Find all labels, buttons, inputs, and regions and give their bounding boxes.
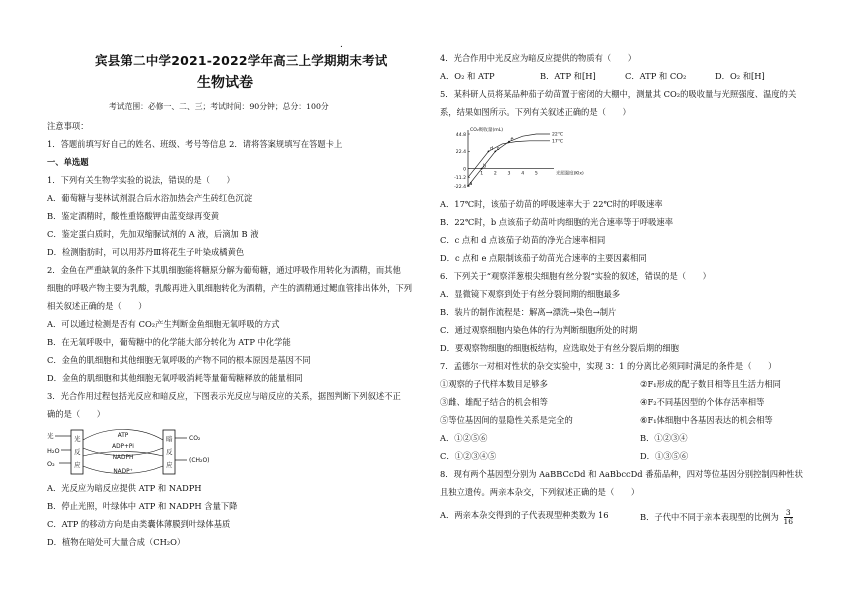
chart-y-tick-label: -22.4 bbox=[454, 184, 466, 190]
q3-option-b: B．停止光照，叶绿体中 ATP 和 NADPH 含量下降 bbox=[47, 501, 238, 511]
light-box-char-1: 光 bbox=[74, 435, 81, 443]
q8-fraction-denominator: 16 bbox=[783, 517, 794, 526]
chart-y-tick-label: 0 bbox=[463, 167, 466, 173]
chart-y-tick-label: 22.4 bbox=[455, 150, 466, 156]
q2-option-b: B．在无氧呼吸中，葡萄糖中的化学能大部分转化为 ATP 中化学能 bbox=[47, 337, 291, 347]
q7-option-d: D．①③⑤⑥ bbox=[640, 451, 689, 461]
chart-point-label: c bbox=[496, 147, 500, 153]
q4-stem: 4．光合作用中光反应为暗反应提供的物质有（ ） bbox=[440, 53, 637, 63]
q8-fraction-numerator: 3 bbox=[784, 509, 794, 518]
q1-option-b: B．鉴定酒精时，酸性重铬酸钾由蓝变绿再变黄 bbox=[47, 211, 220, 221]
q5-option-b: B．22℃时，b 点该茄子幼苗叶肉细胞的光合速率等于呼吸速率 bbox=[440, 217, 674, 227]
chart-x-tick-label: 5 bbox=[534, 171, 538, 177]
q1-stem: 1．下列有关生物学实验的说法，错误的是（ ） bbox=[47, 175, 235, 185]
chart-point-label: e bbox=[510, 137, 514, 143]
q3-stem-1: 3．光合作用过程包括光反应和暗反应，下图表示光反应与暗反应的关系，据图判断下列叙述不正 bbox=[47, 391, 401, 401]
q3-option-c: C．ATP 的移动方向是由类囊体薄膜到叶绿体基质 bbox=[47, 519, 231, 529]
q2-option-a: A．可以通过检测是否有 CO₂产生判断金鱼细胞无氧呼吸的方式 bbox=[47, 319, 280, 329]
q6-stem: 6．下列关于“观察洋葱根尖细胞有丝分裂”实验的叙述，错误的是（ ） bbox=[440, 271, 711, 281]
diagram-atp-label: ATP bbox=[117, 433, 129, 439]
chart-series-label: 22℃ bbox=[552, 132, 564, 138]
q2-stem-1: 2．金鱼在严重缺氧的条件下其肌细胞能将糖原分解为葡萄糖，通过呼吸作用转化为酒精，而其他 bbox=[47, 265, 401, 275]
header-dot: . bbox=[340, 40, 343, 50]
exam-subtitle: 生物试卷 bbox=[197, 75, 253, 91]
dark-box-char-3: 应 bbox=[166, 461, 173, 469]
diagram-light-label: 光 bbox=[47, 432, 54, 440]
chart-x-tick-label: 1 bbox=[480, 171, 484, 177]
chart-series-label: 17℃ bbox=[552, 139, 564, 145]
light-box-char-3: 应 bbox=[74, 461, 81, 469]
diagram-h2o-label: H₂O bbox=[47, 447, 60, 455]
notes-heading: 注意事项： bbox=[47, 121, 89, 131]
q5-stem-1: 5．某科研人员将某品种茄子幼苗置于密闭的大棚中，测量其 CO₂的吸收量与光照强度、温度的关 bbox=[440, 89, 797, 99]
light-box-char-2: 反 bbox=[74, 448, 81, 456]
q7-option-b: B．①②③④ bbox=[640, 433, 688, 443]
chart-point-label: b bbox=[483, 164, 487, 170]
q8-option-b-text: B．子代中不同于亲本表现型的比例为 bbox=[640, 512, 779, 522]
q6-option-a: A．显微镜下观察到处于有丝分裂间期的细胞最多 bbox=[440, 289, 621, 299]
chart-point-label: d bbox=[490, 147, 494, 153]
q8-option-a: A．两亲本杂交得到的子代表现型种类数为 16 bbox=[440, 510, 609, 520]
q2-option-d: D．金鱼的肌细胞和其他细胞无氧呼吸消耗等量葡萄糖释放的能量相同 bbox=[47, 373, 303, 383]
q3-option-d: D．植物在暗处可大量合成（CH₂O） bbox=[47, 537, 186, 547]
q3-stem-2: 确的是（ ） bbox=[47, 409, 106, 419]
q8-stem-1: 8．现有两个基因型分别为 AaBBCcDd 和 AaBbccDd 番茄品种，四对等位基因分别控制四种性状 bbox=[440, 469, 803, 479]
q7-condition-5: ⑤等位基因间的显隐性关系是完全的 bbox=[440, 415, 573, 425]
chart-y-tick-label: 44.8 bbox=[455, 132, 466, 138]
chart-x-tick-label: 4 bbox=[521, 171, 525, 177]
q1-option-c: C．鉴定蛋白质时，先加双缩脲试剂的 A 液，后滴加 B 液 bbox=[47, 229, 259, 239]
q7-condition-6: ⑥F₁体细胞中各基因表达的机会相等 bbox=[640, 415, 773, 425]
q6-option-c: C．通过观察细胞内染色体的行为判断细胞所处的时期 bbox=[440, 325, 638, 335]
q5-option-a: A．17℃时，该茄子幼苗的呼吸速率大于 22℃时的呼吸速率 bbox=[440, 199, 663, 209]
diagram-ch2o-label: (CH₂O) bbox=[189, 457, 210, 464]
q8-stem-2: 且独立遗传。两亲本杂交，下列叙述正确的是（ ） bbox=[440, 487, 640, 497]
q7-condition-2: ②F₁形成的配子数目相等且生活力相同 bbox=[640, 379, 781, 389]
section-heading: 一、单选题 bbox=[47, 157, 89, 167]
q7-condition-4: ④F₂不同基因型的个体存活率相等 bbox=[640, 397, 765, 407]
notes-line: 1．答题前填写好自己的姓名、班级、考号等信息 2．请将答案规填写在答题卡上 bbox=[47, 139, 343, 149]
co2-absorption-chart bbox=[430, 124, 584, 194]
q1-option-d: D．检测脂肪时，可以用苏丹Ⅲ将花生子叶染成橘黄色 bbox=[47, 247, 245, 257]
q7-option-c: C．①②③④⑤ bbox=[440, 451, 497, 461]
q5-option-c: C．c 点和 d 点该茄子幼苗的净光合速率相同 bbox=[440, 235, 606, 245]
chart-y-tick-label: -11.2 bbox=[454, 176, 466, 182]
chart-point-label: a bbox=[469, 181, 473, 187]
q2-stem-2: 细胞的呼吸产物主要为乳酸，乳酸再进入肌细胞转化为酒精，产生的酒精通过鳃血管排出体外，下列 bbox=[47, 283, 413, 293]
exam-title: 宾县第二中学2021-2022学年高三上学期期末考试 bbox=[95, 53, 388, 68]
q6-option-b: B．装片的制作流程是：解离→漂洗→染色→制片 bbox=[440, 307, 617, 317]
chart-x-tick-label: 3 bbox=[507, 171, 511, 177]
photosynthesis-diagram bbox=[47, 428, 227, 478]
diagram-nadp-label: NADP⁺ bbox=[113, 469, 133, 475]
q6-option-d: D．要观察物细胞的细胞板结构，应选取处于有丝分裂后期的细胞 bbox=[440, 343, 679, 353]
q1-option-a: A．葡萄糖与斐林试剂混合后水浴加热会产生砖红色沉淀 bbox=[47, 193, 253, 203]
q4-option-d: D．O₂ 和[H] bbox=[715, 71, 765, 81]
chart-x-axis-label: 光照强度(Klx) bbox=[556, 171, 584, 177]
chart-y-axis-label: CO₂吸收量(mL) bbox=[470, 128, 504, 133]
q4-option-c: C．ATP 和 CO₂ bbox=[625, 71, 687, 81]
q8-option-b bbox=[640, 509, 793, 526]
diagram-nadph-label: NADPH bbox=[112, 455, 134, 461]
chart-x-tick-label: 2 bbox=[493, 171, 497, 177]
diagram-co2-label: CO₂ bbox=[189, 435, 201, 442]
q4-option-b: B．ATP 和[H] bbox=[540, 71, 596, 81]
q7-stem: 7．孟德尔一对相对性状的杂交实验中，实现 3：1 的分离比必须同时满足的条件是（ ） bbox=[440, 361, 777, 371]
diagram-adp-label: ADP+Pi bbox=[112, 444, 134, 450]
q8-fraction bbox=[784, 509, 794, 526]
q7-condition-1: ①观察的子代样本数目足够多 bbox=[440, 379, 548, 389]
q3-option-a: A．光反应为暗反应提供 ATP 和 NADPH bbox=[47, 483, 202, 493]
q7-condition-3: ③雌、雄配子结合的机会相等 bbox=[440, 397, 548, 407]
q5-option-d: D．c 点和 e 点限制该茄子幼苗光合速率的主要因素相同 bbox=[440, 253, 647, 263]
dark-box-char-1: 暗 bbox=[166, 435, 173, 443]
q2-stem-3: 相关叙述正确的是（ ） bbox=[47, 301, 147, 311]
q2-option-c: C．金鱼的肌细胞和其他细胞无氧呼吸的产物不同的根本原因是基因不同 bbox=[47, 355, 311, 365]
q5-stem-2: 系，结果如图所示。下列有关叙述正确的是（ ） bbox=[440, 107, 631, 117]
diagram-o2-label: O₂ bbox=[47, 460, 55, 468]
exam-info: 考试范围：必修一、二、三；考试时间：90分钟；总分：100分 bbox=[109, 102, 329, 111]
dark-box-char-2: 反 bbox=[166, 448, 173, 456]
q4-option-a: A．O₂ 和 ATP bbox=[440, 71, 495, 81]
q7-option-a: A．①②⑤⑥ bbox=[440, 433, 488, 443]
